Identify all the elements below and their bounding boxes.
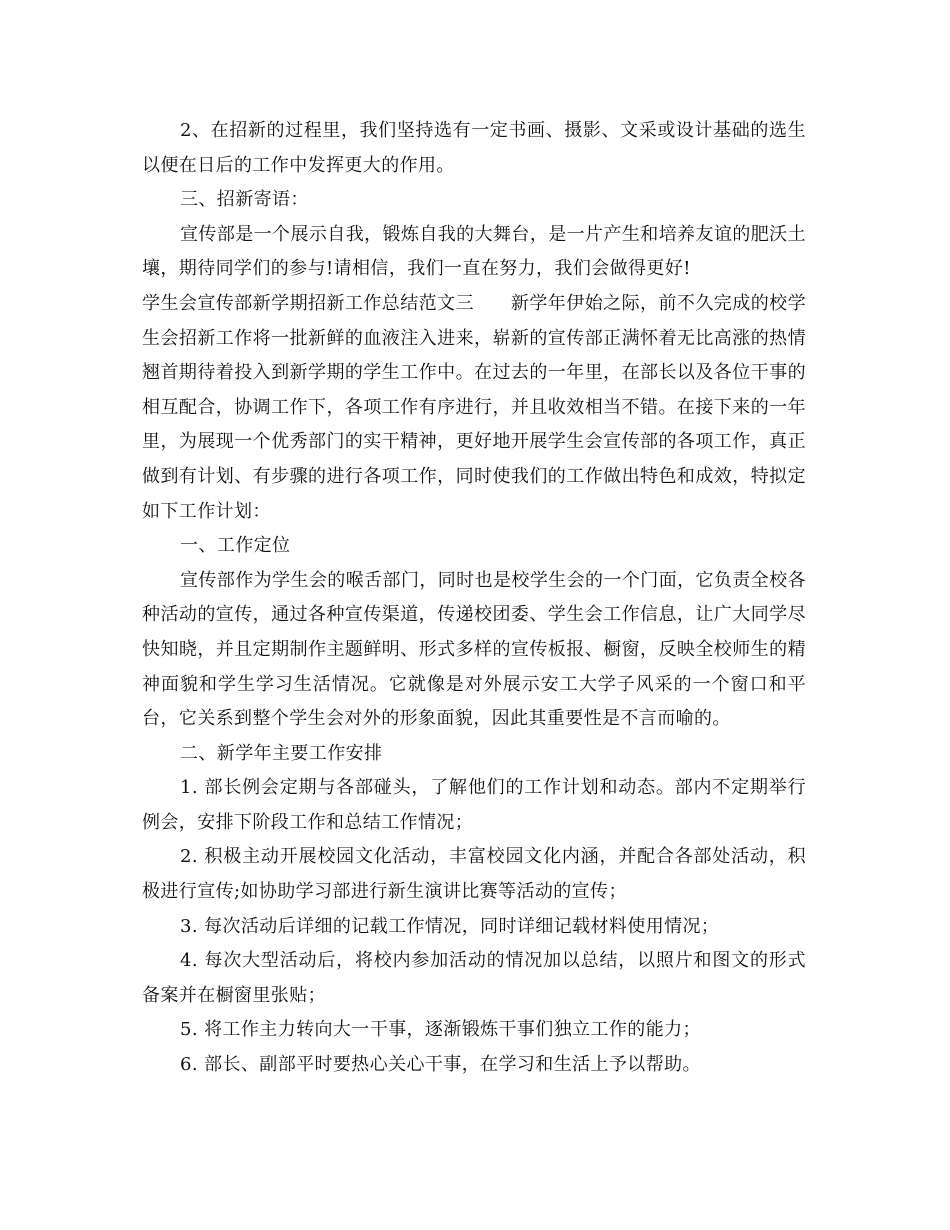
heading-recruit-message: 三、招新寄语： xyxy=(180,189,309,211)
list-item-1: 1. 部长例会定期与各部碰头，了解他们的工作计划和动态。部内不定期举行例会，安排下阶段工作和总结工作情况； xyxy=(142,777,806,833)
paragraph-recruit-message: 宣传部是一个展示自我，锻炼自我的大舞台，是一片产生和培养友谊的肥沃土壤，期待同学们的参与!请相信，我们一直在努力，我们会做得更好! xyxy=(142,223,806,280)
heading-work-positioning: 一、工作定位 xyxy=(180,535,291,557)
list-item-5: 5. 将工作主力转向大一干事，逐渐锻炼干事们独立工作的能力； xyxy=(180,1019,701,1041)
list-item-3: 3. 每次活动后详细的记载工作情况，同时详细记载材料使用情况； xyxy=(180,915,720,937)
paragraph-recruit-criteria: 2、在招新的过程里，我们坚持选有一定书画、摄影、文采或设计基础的选生以便在日后的工作中发挥更大的作用。 xyxy=(142,120,806,176)
list-item-4: 4. 每次大型活动后，将校内参加活动的情况加以总结，以照片和图文的形式备案并在橱窗里张贴； xyxy=(142,950,806,1006)
list-item-2: 2. 积极主动开展校园文化活动，丰富校园文化内涵，并配合各部处活动，积极进行宣传;如协助学习部进行新生演讲比赛等活动的宣传； xyxy=(142,846,806,903)
paragraph-work-positioning: 宣传部作为学生会的喉舌部门，同时也是校学生会的一个门面，它负责全校各种活动的宣传，通过各种宣传渠道，传递校团委、学生会工作信息，让广大同学尽快知晓，并且定期制作主题鲜明、形式多样的宣传板报、橱窗，反映全校师生的精神面貌和学生学习生活情况。它就像是对外展示安工大学子风采的一个窗口和平台，它关系到整个学生会对外的形象面貌，因此其重要性是不言而喻的。 xyxy=(142,569,806,730)
heading-work-arrangement: 二、新学年主要工作安排 xyxy=(180,742,383,764)
document-body xyxy=(142,114,806,1083)
paragraph-summary-intro: 学生会宣传部新学期招新工作总结范文三 新学年伊始之际，前不久完成的校学生会招新工作将一批新鲜的血液注入进来，崭新的宣传部正满怀着无比高涨的热情翘首期待着投入到新学期的学生工作中。在过去的一年里，在部长以及各位干事的相互配合，协调工作下，各项工作有序进行，并且收效相当不错。在接下来的一年里，为展现一个优秀部门的实干精神，更好地开展学生会宣传部的各项工作，真正做到有计划、有步骤的进行各项工作，同时使我们的工作做出特色和成效，特拟定如下工作计划： xyxy=(142,292,806,522)
list-item-6: 6. 部长、副部平时要热心关心干事，在学习和生活上予以帮助。 xyxy=(180,1054,701,1076)
